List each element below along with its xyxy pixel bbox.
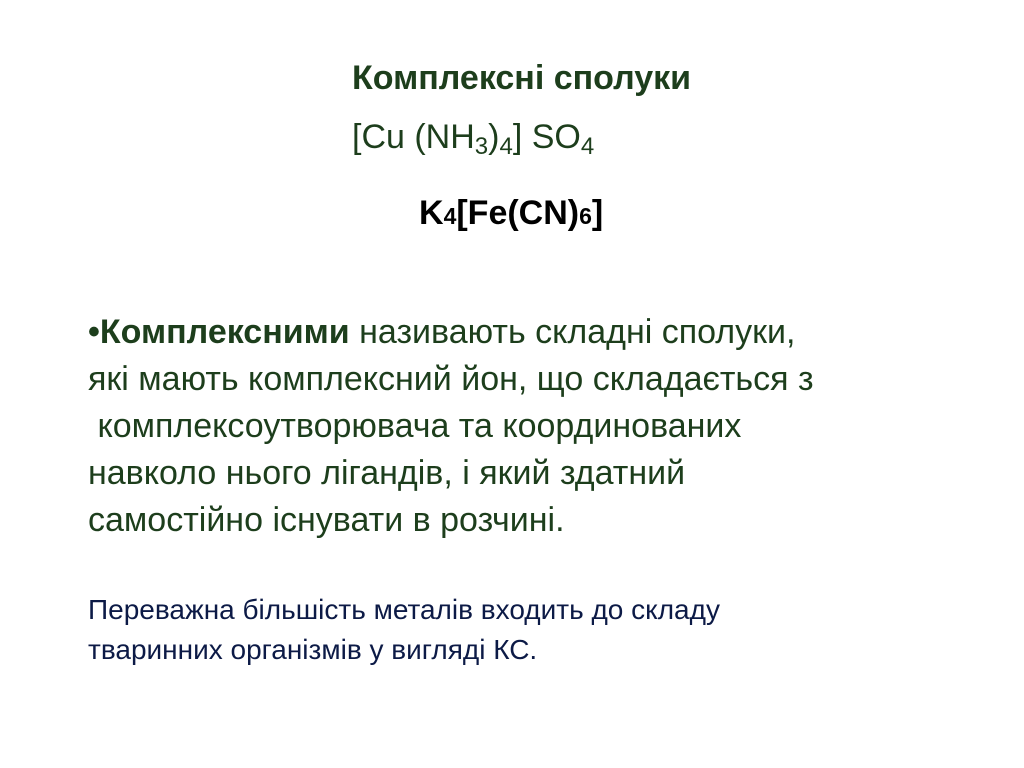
formula1-sub-3: 3 <box>474 133 489 160</box>
definition-line-2: які мають комплексний йон, що складається з <box>88 360 814 398</box>
formula2-cn-index: 6 <box>579 203 592 229</box>
bullet-point: • <box>88 313 100 351</box>
note-paragraph <box>88 590 958 670</box>
note-line-2: тваринних організмів у вигляді КС. <box>88 634 538 665</box>
definition-line-4: навколо нього лігандів, і який здатний <box>88 454 686 492</box>
formula1-mid: ) <box>488 118 500 156</box>
definition-paragraph <box>88 309 958 544</box>
formula-potassium-ferrocyanide <box>419 190 603 239</box>
formula2-close: ] <box>591 194 604 232</box>
formula2-mid: [Fe(CN) <box>456 194 580 232</box>
formula1-sub-so4: 4 <box>580 133 595 160</box>
formula1-sub-4: 4 <box>499 133 513 160</box>
formula-copper-ammine-sulfate <box>352 114 594 160</box>
formula2-k: K <box>419 194 444 232</box>
formula1-close: ] SO <box>512 118 581 156</box>
definition-line-1 <box>88 309 958 356</box>
formula2-k-index: 4 <box>443 203 457 229</box>
formula1-open: [Cu (NH <box>352 118 475 156</box>
definition-term: Комплексними <box>99 313 350 351</box>
slide-title: Комплексні сполуки <box>352 59 692 97</box>
note-line-1: Переважна більшість металів входить до складу <box>88 594 720 625</box>
definition-line-1-rest: називають складні сполуки, <box>349 313 796 351</box>
definition-line-5: самостійно існувати в розчині. <box>88 501 565 539</box>
definition-line-3: комплексоутворювача та координованих <box>88 407 742 445</box>
